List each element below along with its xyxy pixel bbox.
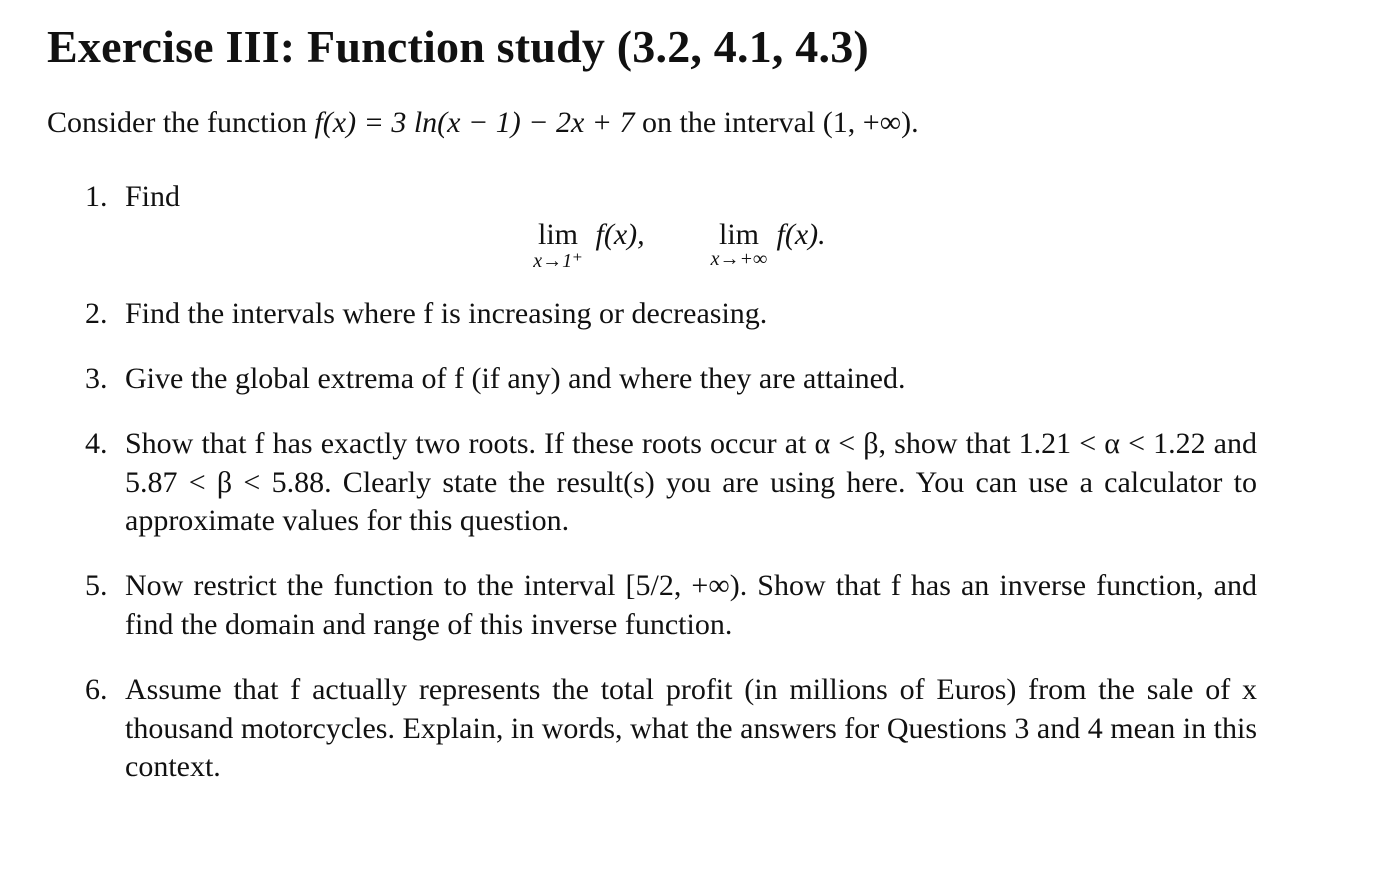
limit-expression: f(x), xyxy=(595,218,645,251)
intro-middle: on the interval xyxy=(634,106,823,139)
question-text: Find xyxy=(125,180,181,213)
question-text: Find the intervals where f is increasing or decreasing. xyxy=(125,297,768,330)
question-number: 4. xyxy=(85,427,108,460)
intro-suffix: . xyxy=(911,106,919,139)
question-6 xyxy=(85,671,1257,787)
question-1 xyxy=(85,178,1257,217)
question-number: 2. xyxy=(85,297,108,330)
exercise-title: Exercise III: Function study (3.2, 4.1, 4.3) xyxy=(47,21,869,72)
question-4 xyxy=(85,425,1257,541)
function-definition: f(x) = 3 ln(x − 1) − 2x + 7 xyxy=(314,106,635,139)
limit-expression: f(x). xyxy=(776,218,826,251)
limit-operator: lim x→1⁺ xyxy=(533,218,583,272)
question-3 xyxy=(85,360,1257,399)
question-text: Now restrict the function to the interval [5/2, +∞). Show that f has an inverse function, and find the domain and range of this inverse function. xyxy=(125,569,1257,641)
question-text: Assume that f actually represents the total profit (in millions of Euros) from the sale of x thousand motorcycles. Explain, in words, what the answers for Questions 3 and 4 mean in this context. xyxy=(125,673,1257,783)
intro-sentence xyxy=(47,106,919,140)
question-number: 3. xyxy=(85,362,108,395)
question-5 xyxy=(85,567,1257,644)
limits-display xyxy=(0,218,1380,274)
question-number: 5. xyxy=(85,569,108,602)
question-number: 1. xyxy=(85,180,108,213)
limit-subscript: x→1⁺ xyxy=(533,250,583,272)
question-text: Show that f has exactly two roots. If these roots occur at α < β, show that 1.21 < α < 1.22 and 5.87 < β < 5.88. Clearly state the result(s) you are using here. You can use a calculator to approximate values for this question. xyxy=(125,427,1257,537)
limit-left xyxy=(533,218,645,272)
limit-subscript: x→+∞ xyxy=(710,248,768,270)
intro-prefix: Consider the function xyxy=(47,106,315,139)
question-text: Give the global extrema of f (if any) and where they are attained. xyxy=(125,362,906,395)
limit-operator: lim x→+∞ xyxy=(710,218,768,270)
question-number: 6. xyxy=(85,673,108,706)
limit-right xyxy=(710,218,826,270)
question-2 xyxy=(85,295,1257,334)
interval: (1, +∞) xyxy=(822,106,912,139)
